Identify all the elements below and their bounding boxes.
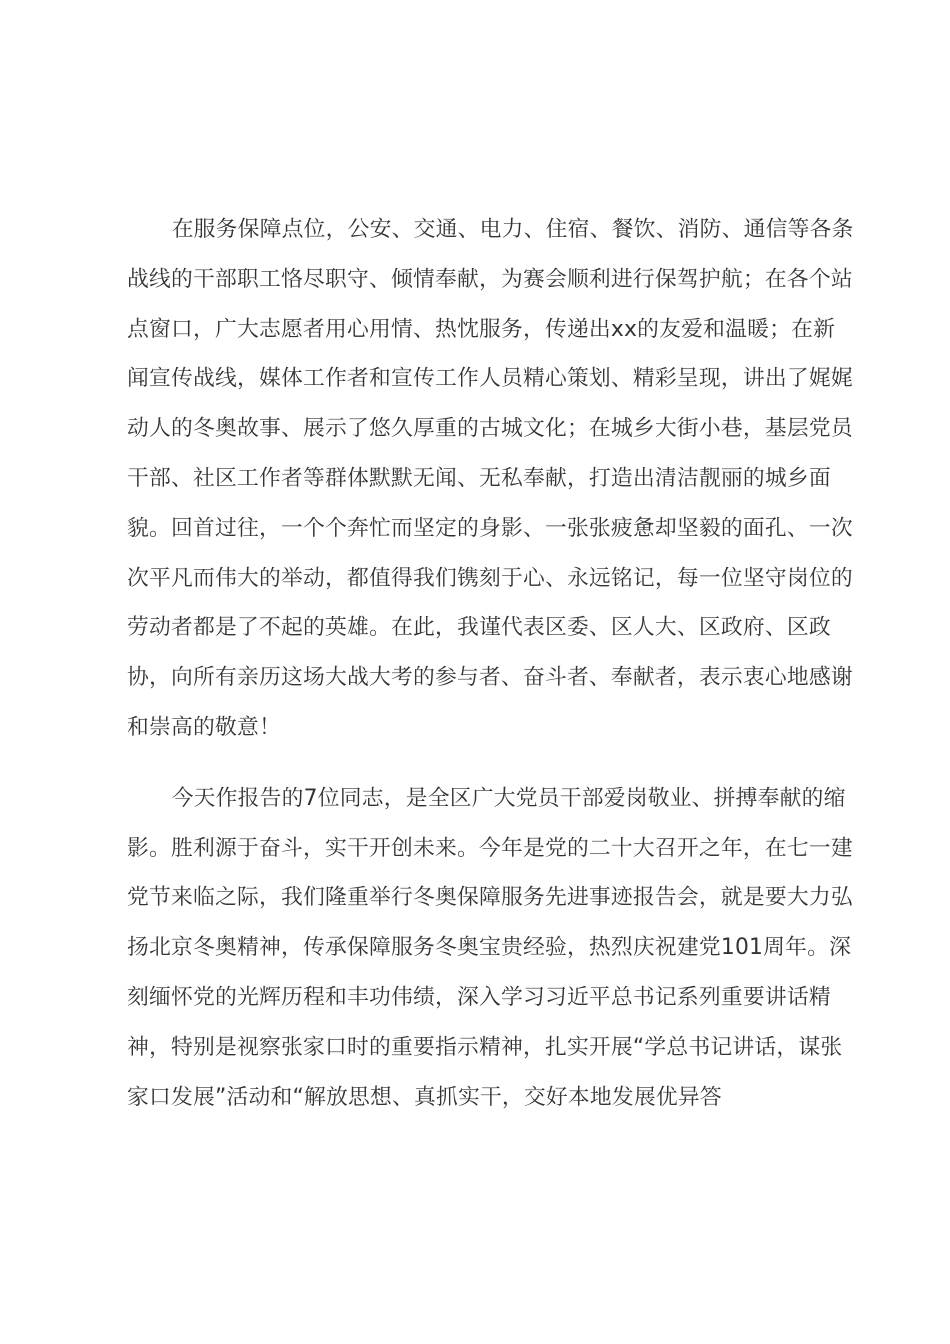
paragraph-1: 在服务保障点位，公安、交通、电力、住宿、餐饮、消防、通信等各条战线的干部职工恪尽职守、倾情奉献，为赛会顺利进行保驾护航；在各个站点窗口，广大志愿者用心用情、热忱服务，传递出xx的友爱和温暖；在新闻宣传战线，媒体工作者和宣传工作人员精心策划、精彩呈现，讲出了娓娓动人的冬奥故事、展示了悠久厚重的古城文化；在城乡大街小巷，基层党员干部、社区工作者等群体默默无闻、无私奉献，打造出清洁靓丽的城乡面貌。回首过往，一个个奔忙而坚定的身影、一张张疲惫却坚毅的面孔、一次次平凡而伟大的举动，都值得我们镌刻于心、永远铭记，每一位坚守岗位的劳动者都是了不起的英雄。在此，我谨代表区委、区人大、区政府、区政协，向所有亲历这场大战大考的参与者、奋斗者、奉献者，表示衷心地感谢和崇高的敬意！ (127, 217, 854, 740)
document-body (127, 205, 857, 1122)
paragraph-2: 今天作报告的7位同志，是全区广大党员干部爱岗敬业、拼搏奉献的缩影。胜利源于奋斗，实干开创未来。今年是党的二十大召开之年，在七一建党节来临之际，我们隆重举行冬奥保障服务先进事迹报告会，就是要大力弘扬北京冬奥精神，传承保障服务冬奥宝贵经验，热烈庆祝建党101周年。深刻缅怀党的光辉历程和丰功伟绩，深入学习习近平总书记系列重要讲话精神，特别是视察张家口时的重要指示精神，扎实开展“学总书记讲话，谋张家口发展”活动和“解放思想、真抓实干，交好本地发展优异答 (127, 785, 853, 1110)
